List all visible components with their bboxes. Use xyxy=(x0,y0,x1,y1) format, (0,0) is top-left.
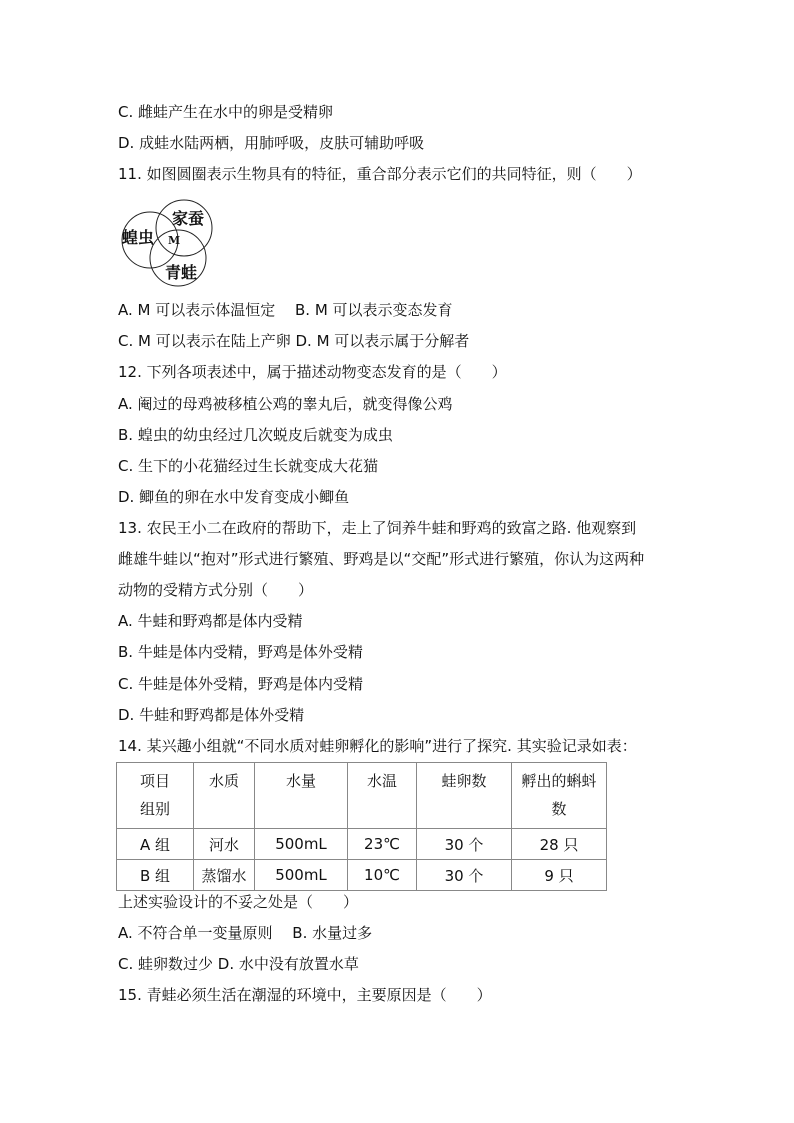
table-cell: B 组 xyxy=(117,860,194,891)
q13-option-d: D. 牛蛙和野鸡都是体外受精 xyxy=(118,706,305,724)
table-cell: 23℃ xyxy=(348,829,417,860)
table-cell: A 组 xyxy=(117,829,194,860)
q13-stem-line3: 动物的受精方式分别（ ） xyxy=(118,581,314,599)
table-row xyxy=(117,829,607,860)
q11-option-cd: C. M 可以表示在陆上产卵 D. M 可以表示属于分解者 xyxy=(118,332,470,350)
table-header-row xyxy=(117,763,607,829)
table-cell: 30 个 xyxy=(417,829,512,860)
q14-option-ab: A. 不符合单一变量原则 B. 水量过多 xyxy=(118,924,373,942)
q10-option-d: D. 成蛙水陆两栖，用肺呼吸，皮肤可辅助呼吸 xyxy=(118,134,425,152)
q13-stem-line1: 13. 农民王小二在政府的帮助下，走上了饲养牛蛙和野鸡的致富之路. 他观察到 xyxy=(118,519,637,537)
q12-option-a: A. 阉过的母鸡被移植公鸡的睾丸后，就变得像公鸡 xyxy=(118,395,453,413)
q13-stem-line2: 雌雄牛蛙以“抱对”形式进行繁殖、野鸡是以“交配”形式进行繁殖，你认为这两种 xyxy=(118,550,645,568)
q12-option-d: D. 鲫鱼的卵在水中发育变成小鲫鱼 xyxy=(118,488,350,506)
q13-option-a: A. 牛蛙和野鸡都是体内受精 xyxy=(118,612,303,630)
header-cell-egg-count: 蛙卵数 xyxy=(417,763,512,829)
table-cell: 500mL xyxy=(255,829,348,860)
q11-option-ab: A. M 可以表示体温恒定 B. M 可以表示变态发育 xyxy=(118,301,453,319)
q12-option-b: B. 蝗虫的幼虫经过几次蜕皮后就变为成虫 xyxy=(118,426,393,444)
table-cell: 10℃ xyxy=(348,860,417,891)
table-cell: 河水 xyxy=(194,829,255,860)
q12-stem: 12. 下列各项表述中，属于描述动物变态发育的是（ ） xyxy=(118,363,507,381)
venn-label-silkworm: 家蚕 xyxy=(172,209,205,228)
q14-after-text: 上述实验设计的不妥之处是（ ） xyxy=(118,893,359,911)
table-row xyxy=(117,860,607,891)
q10-option-c: C. 雌蛙产生在水中的卵是受精卵 xyxy=(118,103,334,121)
q14-option-cd: C. 蛙卵数过少 D. 水中没有放置水草 xyxy=(118,955,359,973)
header-cell-water-quality: 水质 xyxy=(194,763,255,829)
venn-label-frog: 青蛙 xyxy=(165,263,198,282)
q13-option-b: B. 牛蛙是体内受精，野鸡是体外受精 xyxy=(118,643,363,661)
table-cell: 9 只 xyxy=(512,860,607,891)
table-cell: 28 只 xyxy=(512,829,607,860)
header-cell-water-temp: 水温 xyxy=(348,763,417,829)
table-cell: 30 个 xyxy=(417,860,512,891)
experiment-table xyxy=(116,762,607,891)
q12-option-c: C. 生下的小花猫经过生长就变成大花猫 xyxy=(118,457,379,475)
venn-label-locust: 蝗虫 xyxy=(122,228,155,247)
q11-stem: 11. 如图圆圈表示生物具有的特征，重合部分表示它们的共同特征，则（ ） xyxy=(118,165,642,183)
venn-diagram xyxy=(120,198,220,288)
header-cell-water-volume: 水量 xyxy=(255,763,348,829)
header-cell-group: 项目 组别 xyxy=(117,763,194,829)
header-cell-tadpole-count: 孵出的蝌蚪 数 xyxy=(512,763,607,829)
table-cell: 蒸馏水 xyxy=(194,860,255,891)
q14-stem: 14. 某兴趣小组就“不同水质对蛙卵孵化的影响”进行了探究. 其实验记录如表： xyxy=(118,737,637,755)
venn-label-m: M xyxy=(168,234,181,247)
q13-option-c: C. 牛蛙是体外受精，野鸡是体内受精 xyxy=(118,675,364,693)
q15-stem: 15. 青蛙必须生活在潮湿的环境中，主要原因是（ ） xyxy=(118,986,492,1004)
table-cell: 500mL xyxy=(255,860,348,891)
